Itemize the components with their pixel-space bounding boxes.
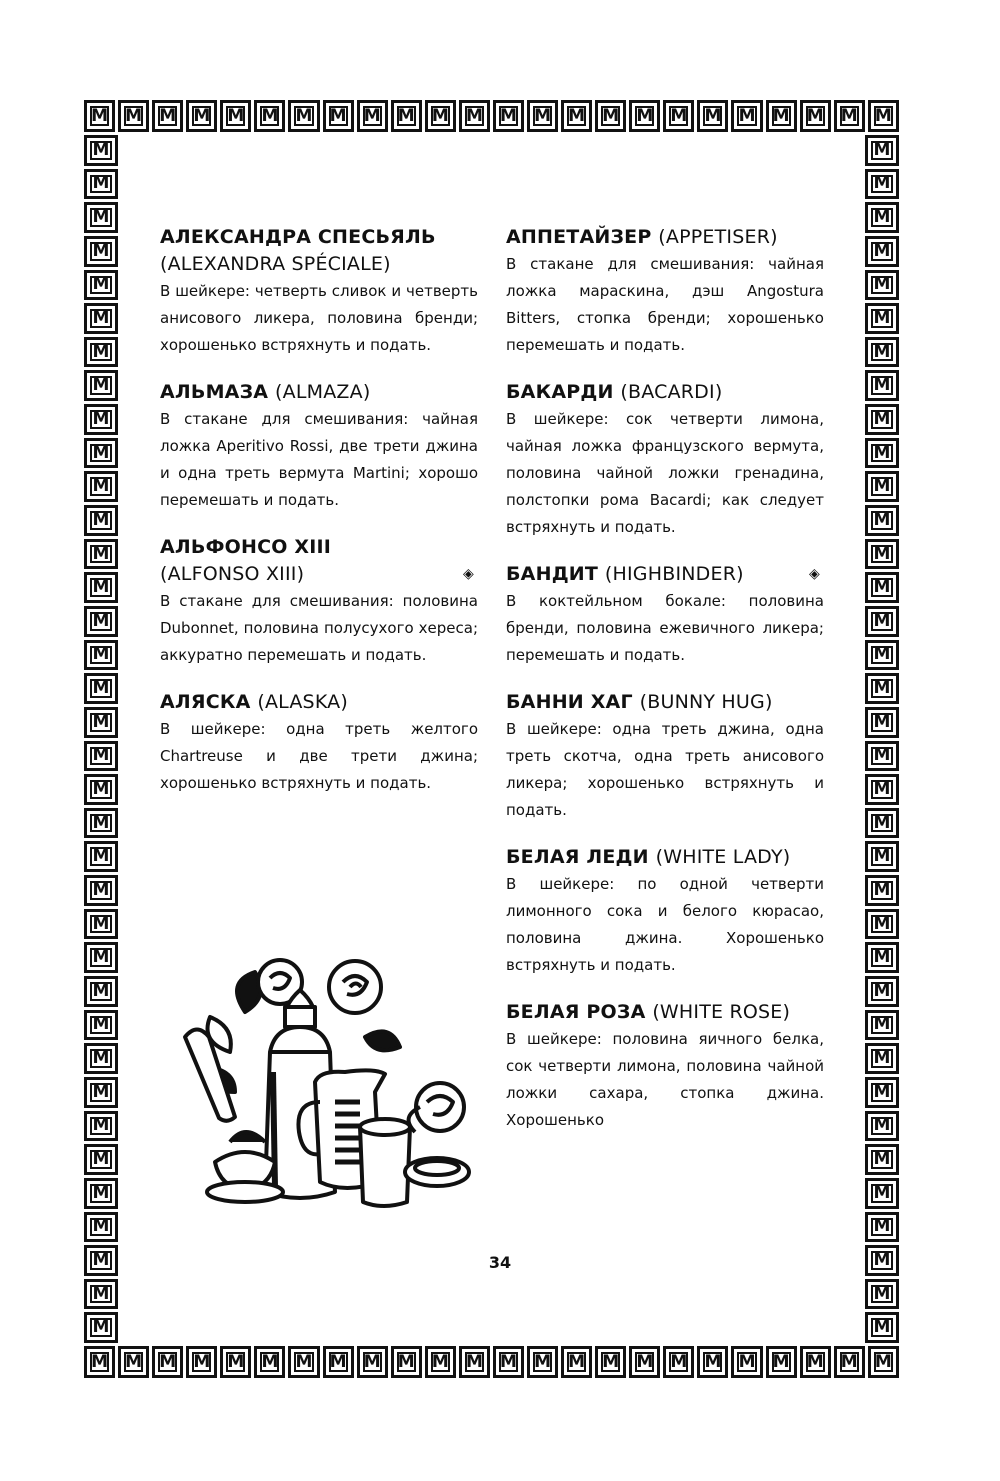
border-tile bbox=[84, 1212, 118, 1243]
border-tile bbox=[868, 100, 899, 132]
border-tile bbox=[865, 270, 899, 301]
border-tile bbox=[865, 976, 899, 1007]
border-tile bbox=[663, 100, 694, 132]
border-tile bbox=[425, 1346, 456, 1378]
border-tile bbox=[323, 100, 354, 132]
border-tile bbox=[865, 1077, 899, 1108]
border-tile bbox=[391, 100, 422, 132]
border-tile bbox=[865, 1111, 899, 1142]
border-tile bbox=[865, 606, 899, 637]
border-tile bbox=[84, 976, 118, 1007]
border-tile bbox=[800, 1346, 831, 1378]
border-tile bbox=[84, 1312, 118, 1343]
border-tile bbox=[697, 1346, 728, 1378]
border-tile bbox=[84, 337, 118, 368]
left-column bbox=[160, 224, 478, 817]
border-tile bbox=[84, 774, 118, 805]
border-tile bbox=[865, 169, 899, 200]
border-tile bbox=[766, 100, 797, 132]
border-tile bbox=[834, 100, 865, 132]
recipe-original-name: (ALASKA) bbox=[257, 691, 348, 713]
border-tile bbox=[459, 100, 490, 132]
border-tile bbox=[84, 202, 118, 233]
border-tile bbox=[84, 1144, 118, 1175]
border-tile bbox=[84, 1111, 118, 1142]
border-tile bbox=[84, 1043, 118, 1074]
border-tile bbox=[865, 1212, 899, 1243]
recipe-text: В шейкере: половина яичного белка, сок четверти лимона, половина чайной ложки сахара, стопка джина. Хорошенько bbox=[506, 1030, 824, 1129]
border-tile bbox=[865, 202, 899, 233]
border-tile bbox=[865, 1144, 899, 1175]
border-tile bbox=[865, 539, 899, 570]
border-tile bbox=[84, 303, 118, 334]
border-tile bbox=[186, 100, 217, 132]
recipe-almaza bbox=[160, 379, 478, 514]
border-tile bbox=[118, 100, 149, 132]
recipe-white-lady bbox=[506, 844, 824, 979]
border-tile bbox=[834, 1346, 865, 1378]
border-tile bbox=[561, 1346, 592, 1378]
border-tile bbox=[288, 100, 319, 132]
border-tile bbox=[84, 1178, 118, 1209]
border-tile bbox=[865, 1279, 899, 1310]
border-tile bbox=[865, 707, 899, 738]
recipe-original-name: (ALMAZA) bbox=[275, 381, 371, 403]
border-tile bbox=[663, 1346, 694, 1378]
border-tile bbox=[84, 270, 118, 301]
border-tile bbox=[865, 841, 899, 872]
border-tile bbox=[766, 1346, 797, 1378]
page-number: 34 bbox=[488, 1253, 512, 1272]
border-tile bbox=[84, 1279, 118, 1310]
border-tile bbox=[84, 1010, 118, 1041]
border-tile bbox=[629, 1346, 660, 1378]
border-right bbox=[865, 135, 899, 1343]
border-tile bbox=[84, 236, 118, 267]
diamond-ornament-icon: ◈ bbox=[809, 566, 820, 582]
border-tile bbox=[220, 1346, 251, 1378]
right-column bbox=[506, 224, 824, 1154]
border-tile bbox=[84, 707, 118, 738]
recipe-original-name: (ALFONSO XIII) bbox=[160, 563, 305, 585]
recipe-title: АЛЬМАЗА (ALMAZA) bbox=[160, 381, 371, 403]
border-tile bbox=[865, 438, 899, 469]
border-tile bbox=[84, 135, 118, 166]
border-tile bbox=[84, 841, 118, 872]
border-tile bbox=[865, 1178, 899, 1209]
recipe-appetiser bbox=[506, 224, 824, 359]
border-tile bbox=[493, 1346, 524, 1378]
recipe-text: В шейкере: одна треть желтого Chartreuse и две трети джина; хорошенько встряхнуть и подать. bbox=[160, 720, 478, 792]
border-tile bbox=[865, 337, 899, 368]
recipe-text: В шейкере: одна треть джина, одна треть скотча, одна треть анисового ликера; хорошенько встряхнуть и подать. bbox=[506, 720, 824, 819]
border-tile bbox=[84, 909, 118, 940]
recipe-original-name: (ALEXANDRA SPÉCIALE) bbox=[160, 253, 391, 275]
recipe-title: БАКАРДИ (BACARDI) bbox=[506, 381, 723, 403]
border-tile bbox=[84, 438, 118, 469]
border-top bbox=[84, 100, 899, 132]
recipe-title: ◈ БАНДИТ (HIGHBINDER) bbox=[506, 561, 824, 588]
recipe-text: В стакане для смешивания: половина Dubonnet, половина полусухого хереса; аккуратно перемешать и подать. bbox=[160, 592, 478, 664]
border-tile bbox=[697, 100, 728, 132]
border-tile bbox=[865, 942, 899, 973]
border-tile bbox=[254, 100, 285, 132]
border-tile bbox=[84, 1346, 115, 1378]
recipe-original-name: (BACARDI) bbox=[620, 381, 723, 403]
recipe-original-name: (BUNNY HUG) bbox=[639, 691, 773, 713]
border-tile bbox=[357, 1346, 388, 1378]
border-tile bbox=[731, 100, 762, 132]
border-tile bbox=[84, 808, 118, 839]
border-tile bbox=[868, 1346, 899, 1378]
border-tile bbox=[865, 303, 899, 334]
recipe-alaska bbox=[160, 689, 478, 797]
border-tile bbox=[527, 1346, 558, 1378]
border-tile bbox=[800, 100, 831, 132]
border-tile bbox=[84, 370, 118, 401]
recipe-text: В коктейльном бокале: половина бренди, половина ежевичного ликера; перемешать и подать. bbox=[506, 592, 824, 664]
border-tile bbox=[865, 673, 899, 704]
border-tile bbox=[84, 169, 118, 200]
border-tile bbox=[84, 640, 118, 671]
border-tile bbox=[84, 1077, 118, 1108]
border-tile bbox=[84, 572, 118, 603]
border-tile bbox=[865, 808, 899, 839]
border-tile bbox=[84, 404, 118, 435]
recipe-white-rose bbox=[506, 999, 824, 1134]
recipe-original-name: (WHITE ROSE) bbox=[652, 1001, 791, 1023]
recipe-alfonso-xiii bbox=[160, 534, 478, 669]
recipe-title: АЛЬФОНСО XIII (ALFONSO XIII) ◈ bbox=[160, 534, 478, 588]
border-tile bbox=[425, 100, 456, 132]
border-tile bbox=[391, 1346, 422, 1378]
recipe-title: БЕЛАЯ РОЗА (WHITE ROSE) bbox=[506, 1001, 791, 1023]
border-tile bbox=[865, 572, 899, 603]
border-tile bbox=[865, 875, 899, 906]
border-tile bbox=[865, 471, 899, 502]
recipe-text: В стакане для смешивания: чайная ложка мараскина, дэш Angostura Bitters, стопка бренди; хорошенько перемешать и подать. bbox=[506, 255, 824, 354]
recipe-text: В шейкере: четверть сливок и четверть анисового ликера, половина бренди; хорошенько встряхнуть и подать. bbox=[160, 282, 478, 354]
border-tile bbox=[865, 135, 899, 166]
border-tile bbox=[865, 909, 899, 940]
recipe-alexandra-speciale bbox=[160, 224, 478, 359]
border-tile bbox=[152, 1346, 183, 1378]
border-bottom bbox=[84, 1346, 899, 1378]
border-tile bbox=[561, 100, 592, 132]
recipe-original-name: (WHITE LADY) bbox=[655, 846, 791, 868]
border-tile bbox=[865, 774, 899, 805]
border-tile bbox=[865, 505, 899, 536]
border-tile bbox=[254, 1346, 285, 1378]
cocktail-shaker-still-life-illustration bbox=[175, 942, 475, 1222]
border-tile bbox=[731, 1346, 762, 1378]
recipe-title: АЛЕКСАНДРА СПЕСЬЯЛЬ (ALEXANDRA SPÉCIALE) bbox=[160, 224, 478, 278]
border-tile bbox=[84, 505, 118, 536]
border-tile bbox=[84, 875, 118, 906]
recipe-bacardi bbox=[506, 379, 824, 541]
border-tile bbox=[84, 942, 118, 973]
border-tile bbox=[865, 404, 899, 435]
border-tile bbox=[288, 1346, 319, 1378]
border-tile bbox=[118, 1346, 149, 1378]
recipe-bunny-hug bbox=[506, 689, 824, 824]
diamond-ornament-icon: ◈ bbox=[463, 566, 474, 582]
border-tile bbox=[220, 100, 251, 132]
border-tile bbox=[595, 100, 626, 132]
border-tile bbox=[459, 1346, 490, 1378]
border-tile bbox=[865, 1312, 899, 1343]
border-tile bbox=[84, 100, 115, 132]
recipe-highbinder bbox=[506, 561, 824, 669]
recipe-original-name: (APPETISER) bbox=[658, 226, 778, 248]
border-tile bbox=[186, 1346, 217, 1378]
recipe-original-name: (HIGHBINDER) bbox=[604, 563, 744, 585]
border-tile bbox=[84, 673, 118, 704]
border-tile bbox=[865, 236, 899, 267]
border-tile bbox=[493, 100, 524, 132]
border-tile bbox=[84, 606, 118, 637]
border-tile bbox=[323, 1346, 354, 1378]
recipe-text: В стакане для смешивания: чайная ложка Aperitivo Rossi, две трети джина и одна треть вермута Martini; хорошо перемешать и подать. bbox=[160, 410, 478, 509]
border-tile bbox=[84, 539, 118, 570]
recipe-title: АППЕТАЙЗЕР (APPETISER) bbox=[506, 226, 778, 248]
border-tile bbox=[865, 370, 899, 401]
border-tile bbox=[865, 1010, 899, 1041]
border-tile bbox=[865, 640, 899, 671]
border-tile bbox=[84, 741, 118, 772]
recipe-text: В шейкере: сок четверти лимона, чайная ложка французского вермута, половина чайной ложки гренадина, полстопки рома Bacardi; как следует встряхнуть и подать. bbox=[506, 410, 824, 536]
border-tile bbox=[357, 100, 388, 132]
border-tile bbox=[629, 100, 660, 132]
border-tile bbox=[865, 1043, 899, 1074]
recipe-title: АЛЯСКА (ALASKA) bbox=[160, 691, 348, 713]
border-tile bbox=[152, 100, 183, 132]
recipe-title: БЕЛАЯ ЛЕДИ (WHITE LADY) bbox=[506, 846, 791, 868]
border-tile bbox=[595, 1346, 626, 1378]
border-tile bbox=[527, 100, 558, 132]
border-tile bbox=[865, 741, 899, 772]
recipe-text: В шейкере: по одной четверти лимонного сока и белого кюрасао, половина джина. Хорошенько встряхнуть и подать. bbox=[506, 875, 824, 974]
border-left bbox=[84, 135, 118, 1343]
border-tile bbox=[84, 471, 118, 502]
recipe-title: БАННИ ХАГ (BUNNY HUG) bbox=[506, 691, 773, 713]
